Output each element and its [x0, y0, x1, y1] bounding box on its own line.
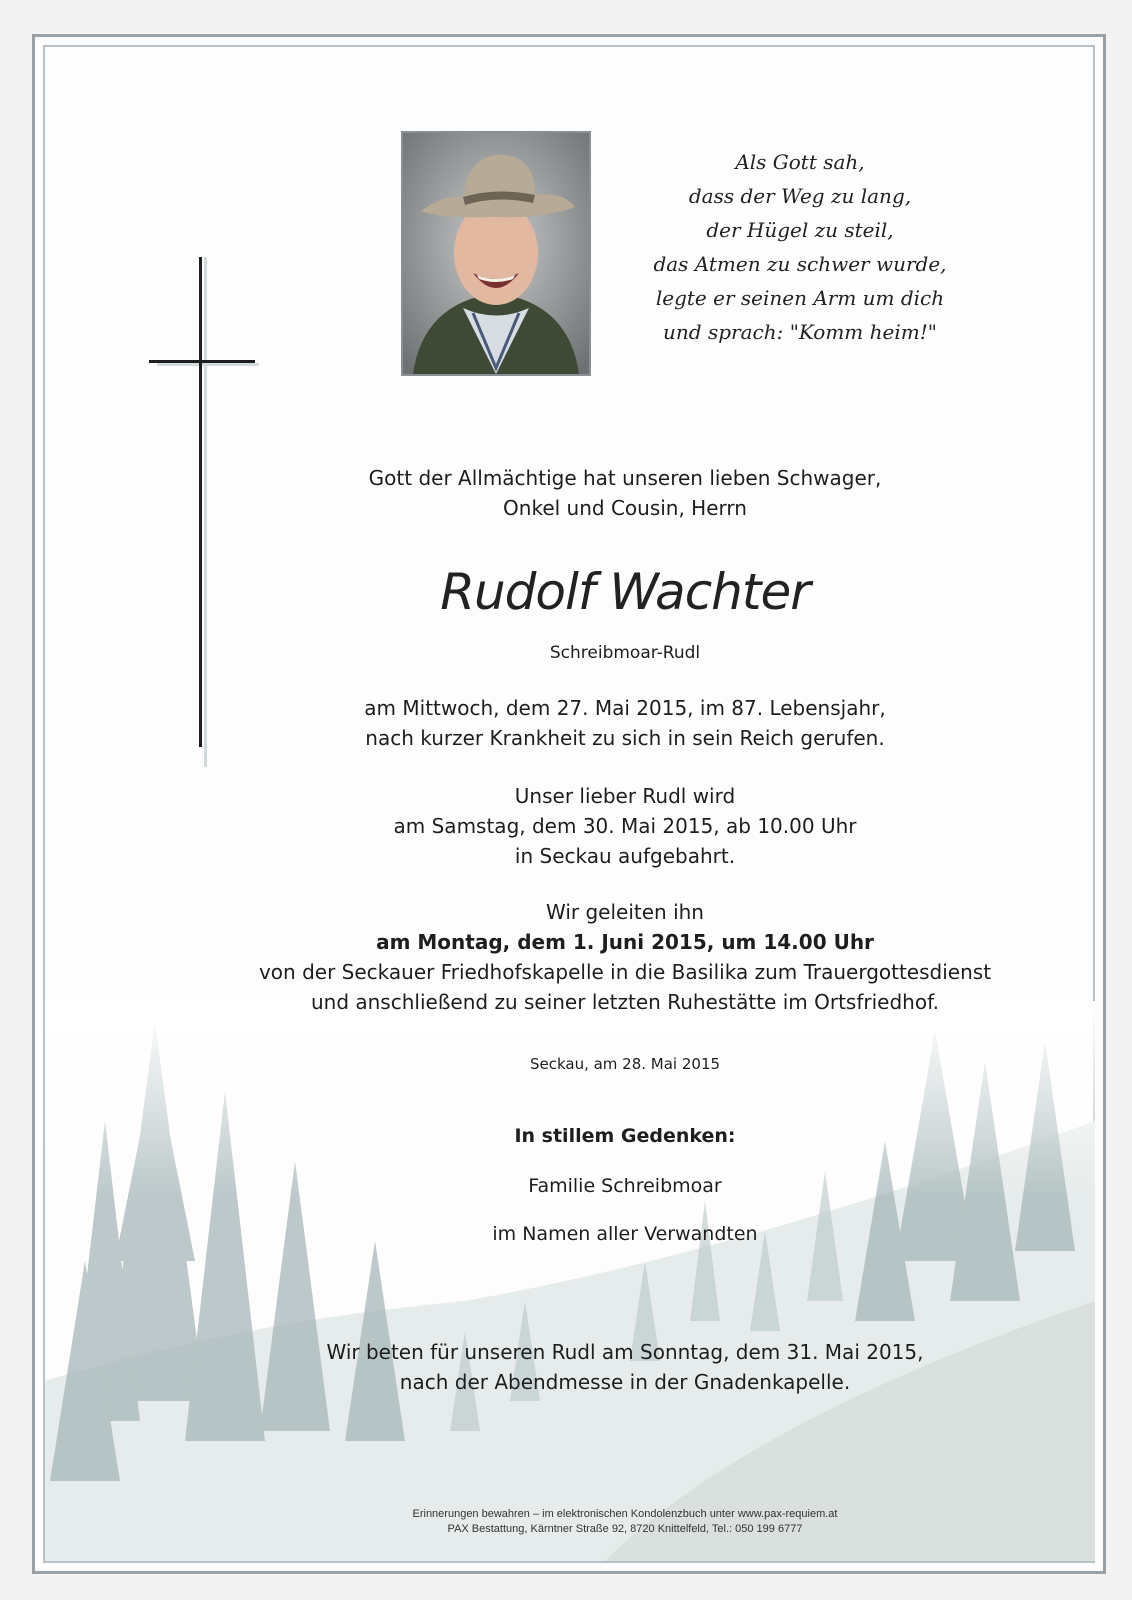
mourners-family: Familie Schreibmoar: [528, 1175, 722, 1197]
poem-line: dass der Weg zu lang,: [688, 184, 912, 208]
footer-line: PAX Bestattung, Kärntner Straße 92, 8720 Knittelfeld, Tel.: 050 199 6777: [447, 1523, 803, 1535]
wake-line: am Samstag, dem 30. Mai 2015, ab 10.00 Uhr: [393, 814, 857, 838]
intro-line: Gott der Allmächtige hat unseren lieben Schwager,: [368, 466, 882, 490]
poem-line: legte er seinen Arm um dich: [655, 286, 945, 310]
poem-line: und sprach: "Komm heim!": [663, 320, 937, 344]
death-line: am Mittwoch, dem 27. Mai 2015, im 87. Lebensjahr,: [364, 696, 886, 720]
prayer-line: Wir beten für unseren Rudl am Sonntag, dem 31. Mai 2015,: [326, 1340, 924, 1364]
poem-line: Als Gott sah,: [735, 150, 865, 174]
funeral-line: von der Seckauer Friedhofskapelle in die Basilika zum Trauergottesdienst: [258, 960, 992, 984]
death-line: nach kurzer Krankheit zu sich in sein Reich gerufen.: [365, 726, 885, 750]
portrait-photo: [401, 131, 591, 376]
deceased-name: Rudolf Wachter: [440, 563, 810, 621]
place-date: Seckau, am 28. Mai 2015: [529, 1055, 721, 1073]
death-notice: [185, 693, 1065, 753]
intro-text: [185, 463, 1065, 523]
poem: [635, 145, 965, 349]
mourners-title: In stillem Gedenken:: [514, 1125, 736, 1147]
funeral-line: Wir geleiten ihn: [546, 900, 704, 924]
wake-line: in Seckau aufgebahrt.: [514, 844, 736, 868]
wake-notice: [185, 781, 1065, 871]
intro-line: Onkel und Cousin, Herrn: [503, 496, 747, 520]
funeral-date: am Montag, dem 1. Juni 2015, um 14.00 Uhr: [376, 930, 874, 954]
mourners-relatives: im Namen aller Verwandten: [492, 1223, 758, 1245]
wake-line: Unser lieber Rudl wird: [514, 784, 736, 808]
poem-line: das Atmen zu schwer wurde,: [653, 252, 947, 276]
prayer-line: nach der Abendmesse in der Gnadenkapelle.: [399, 1370, 851, 1394]
funeral-notice: [185, 897, 1065, 1017]
footer: [185, 1507, 1065, 1537]
prayer-notice: [185, 1337, 1065, 1397]
landscape-background: [45, 1001, 1095, 1561]
obituary-sheet: [32, 34, 1106, 1574]
footer-line: Erinnerungen bewahren – im elektronischen Kondolenzbuch unter www.pax-requiem.at: [412, 1508, 838, 1520]
funeral-line: und anschließend zu seiner letzten Ruhestätte im Ortsfriedhof.: [310, 990, 940, 1014]
deceased-nickname: Schreibmoar-Rudl: [549, 643, 701, 663]
poem-line: der Hügel zu steil,: [706, 218, 894, 242]
